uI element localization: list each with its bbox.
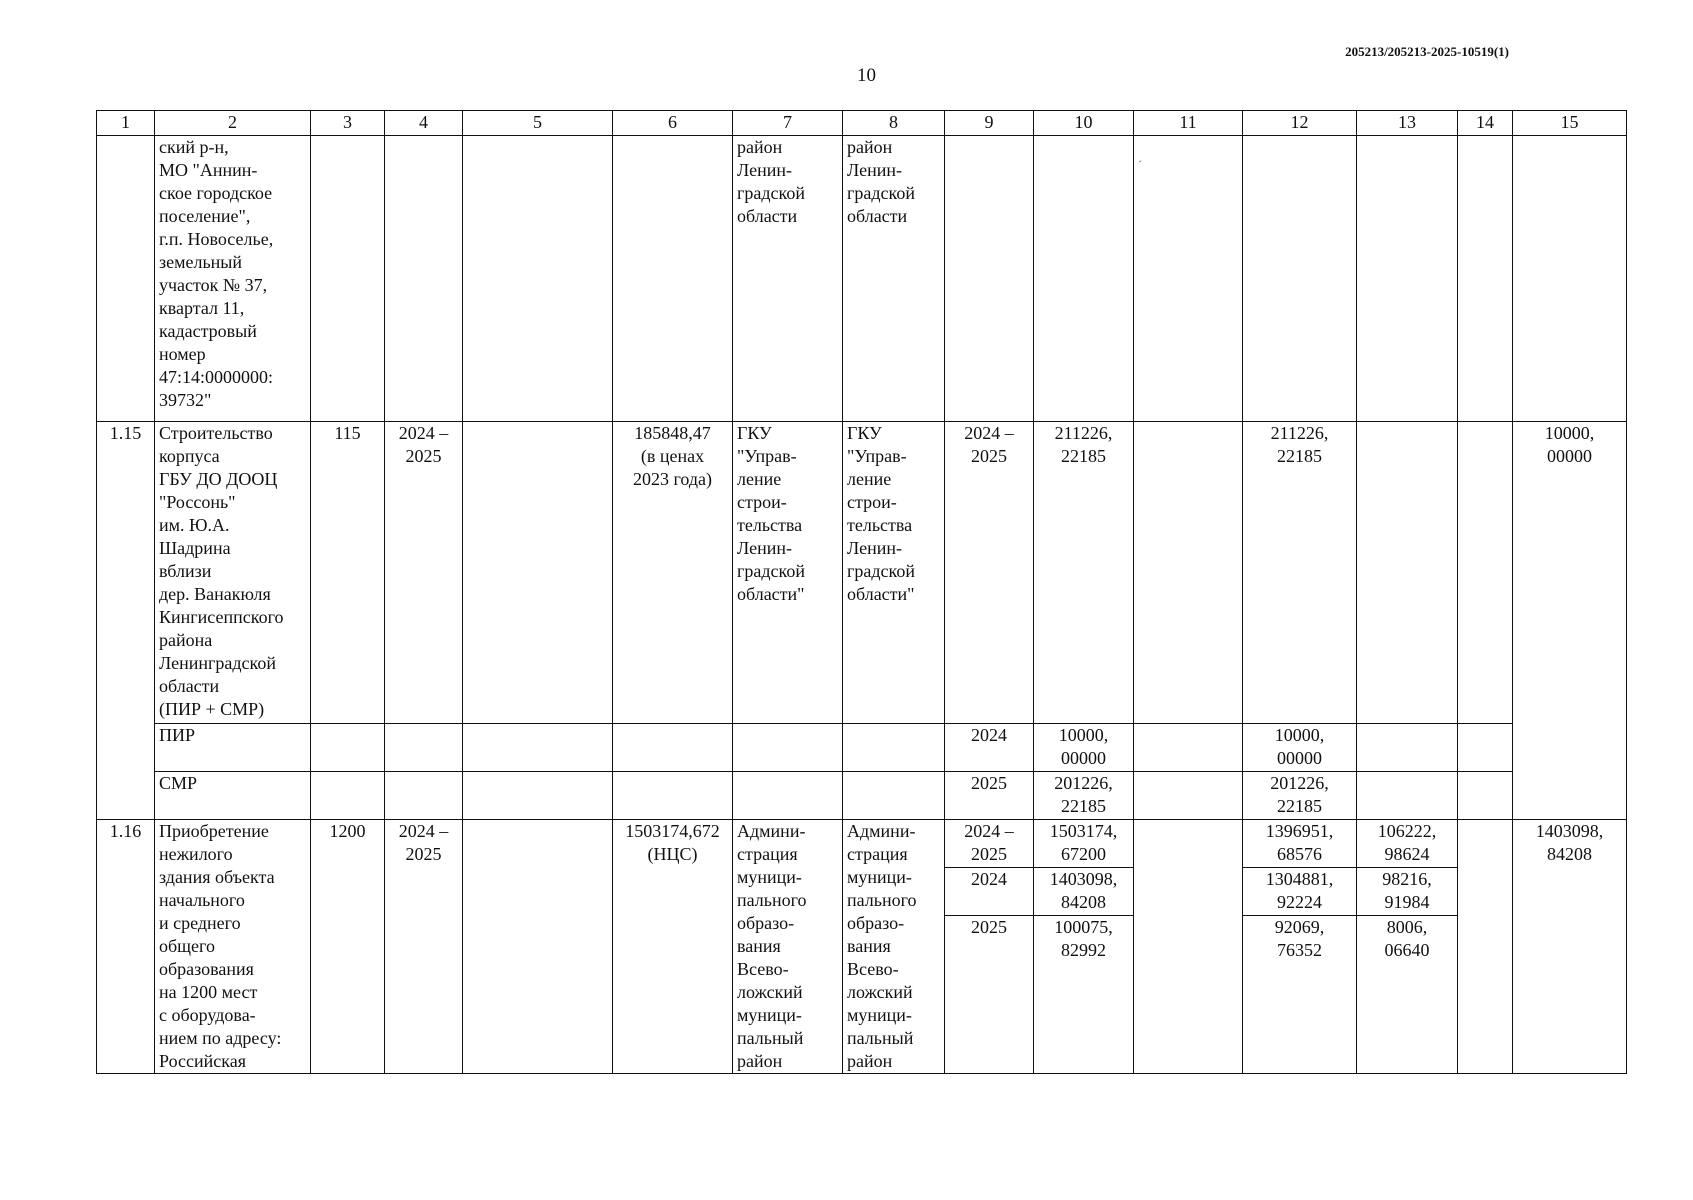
year-cell: 2024 [945,724,1034,772]
col-header: 1 [97,111,155,136]
col-header: 15 [1513,111,1627,136]
col-header: 11 [1134,111,1243,136]
estimated-cost-cell: 1503174,672 (НЦС) [613,820,733,1074]
customer-cell: ГКУ "Управ- ление строи- тельства Ленин- градской области" [733,422,843,724]
object-name-cell: Строительство корпуса ГБУ ДО ДООЦ "Россонь" им. Ю.А. Шадрина вблизи дер. Ванакюля Кингисеппского района Ленинградской области (ПИР + СМР) [155,422,311,724]
developer-cell: Админи- страция муници- пального образо- вания Всево- ложский муници- пальный район [843,820,945,1074]
page-number: 10 [857,65,876,86]
local-budget-cell: 98216, 91984 [1357,868,1458,916]
budget-table [96,110,1627,1074]
table-row-1-15 [97,422,1627,724]
customer-cell: район Ленин- градской области [733,136,843,422]
row-number-cell: 1.16 [97,820,155,1074]
period-cell: 2024 – 2025 [385,820,463,1074]
capacity-cell: 115 [311,422,385,724]
developer-cell: район Ленин- градской области [843,136,945,422]
year-cell: 2024 – 2025 [945,422,1034,724]
year-cell: 2024 – 2025 [945,820,1034,868]
capacity-cell: 1200 [311,820,385,1074]
col-header: 5 [463,111,613,136]
scan-mark: ´ [1138,158,1142,172]
regional-budget-cell: 10000, 00000 [1243,724,1357,772]
year-cell: 2025 [945,916,1034,1074]
total-cell: 1503174, 67200 [1034,820,1134,868]
customer-cell: Админи- страция муници- пального образо- вания Всево- ложский муници- пальный район [733,820,843,1074]
col-header: 2 [155,111,311,136]
col-header: 9 [945,111,1034,136]
document-id: 205213/205213-2025-10519(1) [1345,44,1509,59]
year-cell: 2024 [945,868,1034,916]
row-number-cell: 1.15 [97,422,155,820]
column-number-row [97,111,1627,136]
year-cell: 2025 [945,772,1034,820]
col15-cell: 10000, 00000 [1513,422,1627,820]
table-row-continuation [97,136,1627,422]
object-name-cell: ский р-н, МО "Аннин- ское городское поселение", г.п. Новоселье, земельный участок № 37, квартал 11, кадастровый номер 47:14:0000000: 39732" [155,136,311,422]
local-budget-cell: 8006, 06640 [1357,916,1458,1074]
regional-budget-cell: 201226, 22185 [1243,772,1357,820]
regional-budget-cell: 92069, 76352 [1243,916,1357,1074]
col-header: 8 [843,111,945,136]
col-header: 4 [385,111,463,136]
developer-cell: ГКУ "Управ- ление строи- тельства Ленин- градской области" [843,422,945,724]
object-name-cell: Приобретение нежилого здания объекта начального и среднего общего образования на 1200 мест с оборудова- нием по адресу: Российская [155,820,311,1074]
total-cell: 1403098, 84208 [1034,868,1134,916]
col-header: 14 [1458,111,1513,136]
total-cell: 100075, 82992 [1034,916,1134,1074]
table-row-smr [97,772,1627,820]
total-cell: 10000, 00000 [1034,724,1134,772]
table-row-1-16 [97,820,1627,868]
col-header: 7 [733,111,843,136]
col-header: 12 [1243,111,1357,136]
local-budget-cell: 106222, 98624 [1357,820,1458,868]
col15-cell: 1403098, 84208 [1513,820,1627,1074]
col-header: 6 [613,111,733,136]
col-header: 3 [311,111,385,136]
stage-name-cell: СМР [155,772,311,820]
regional-budget-cell: 1396951, 68576 [1243,820,1357,868]
stage-name-cell: ПИР [155,724,311,772]
regional-budget-cell: 1304881, 92224 [1243,868,1357,916]
col-header: 13 [1357,111,1458,136]
estimated-cost-cell: 185848,47 (в ценах 2023 года) [613,422,733,724]
col-header: 10 [1034,111,1134,136]
total-cell: 211226, 22185 [1034,422,1134,724]
table-row-pir [97,724,1627,772]
regional-budget-cell: 211226, 22185 [1243,422,1357,724]
period-cell: 2024 – 2025 [385,422,463,724]
total-cell: 201226, 22185 [1034,772,1134,820]
